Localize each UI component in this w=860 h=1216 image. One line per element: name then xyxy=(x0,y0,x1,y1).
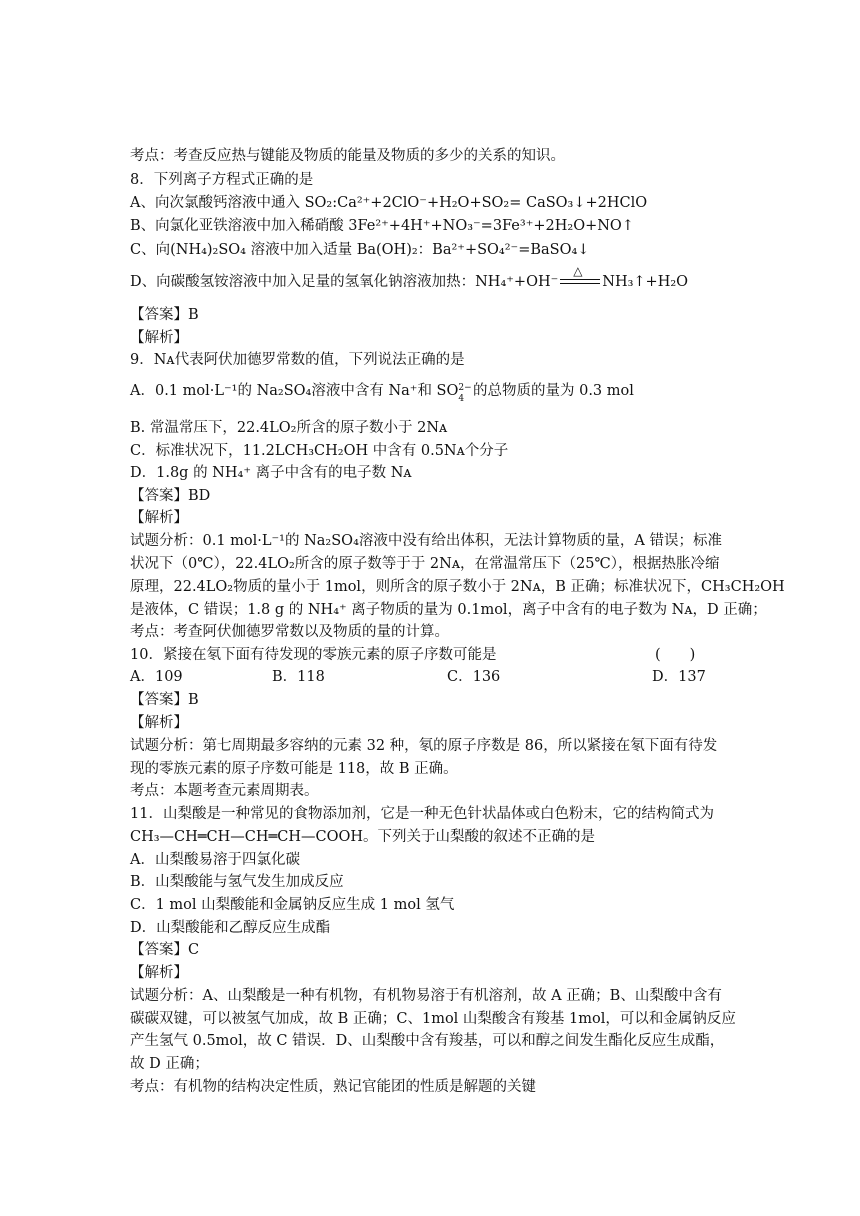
q9-option-d: D．1.8g 的 NH₄⁺ 离子中含有的电子数 Nᴀ xyxy=(130,465,412,481)
q7-kaodian: 考点：考查反应热与键能及物质的能量及物质的多少的关系的知识。 xyxy=(130,148,565,164)
q10-stem: 10．紧接在氡下面有待发现的零族元素的原子序数可能是 xyxy=(130,647,497,663)
q8-option-b: B、向氯化亚铁溶液中加入稀硝酸 3Fe²⁺+4H⁺+NO₃⁻=3Fe³⁺+2H₂O+NO↑ xyxy=(130,218,634,234)
q11-answer: 【答案】C xyxy=(130,942,200,958)
q9-analysis-line: 试题分析：0.1 mol·L⁻¹的 Na₂SO₄溶液中没有给出体积，无法计算物质的量，A 错误；标准 xyxy=(130,533,722,549)
q8-option-c: C、向(NH₄)₂SO₄ 溶液中加入适量 Ba(OH)₂：Ba²⁺+SO₄²⁻=BaSO₄↓ xyxy=(130,242,590,258)
sulfate-charge-sup: 2− xyxy=(458,383,472,393)
q9-option-c: C．标准状况下，11.2LCH₃CH₂OH 中含有 0.5Nᴀ个分子 xyxy=(130,443,509,459)
q8-answer: 【答案】B xyxy=(130,307,199,323)
q10-option-c: C．136 xyxy=(447,669,501,685)
sulfate-charge-sub: 4 xyxy=(458,394,465,404)
q11-stem: 11．山梨酸是一种常见的食物添加剂，它是一种无色针状晶体或白色粉末，它的结构简式为 xyxy=(130,806,714,822)
q9-option-a xyxy=(130,381,634,404)
q11-option-b: B．山梨酸能与氢气发生加成反应 xyxy=(130,874,344,890)
q9-analysis-line: 原理，22.4LO₂物质的量小于 1mol，则所含的原子数小于 2Nᴀ，B 正确；标准状况下，CH₃CH₂OH xyxy=(130,579,785,595)
q10-answer: 【答案】B xyxy=(130,692,199,708)
q9-option-a-text: A．0.1 mol·L⁻¹的 Na₂SO₄溶液中含有 Na⁺和 SO xyxy=(130,383,459,399)
sulfate-charge xyxy=(458,383,472,404)
q10-analysis-line: 试题分析：第七周期最多容纳的元素 32 种，氡的原子序数是 86，所以紧接在氡下面有待发 xyxy=(130,738,718,754)
q11-kaodian: 考点：有机物的结构决定性质，熟记官能团的性质是解题的关键 xyxy=(130,1079,536,1095)
q11-analysis-line: 产生氢气 0.5mol，故 C 错误．D、山梨酸中含有羧基，可以和醇之间发生酯化反应生成酯， xyxy=(130,1033,725,1049)
q10-option-d: D．137 xyxy=(652,669,706,685)
q11-analysis-line: 故 D 正确； xyxy=(130,1056,209,1072)
q8-option-d-rhs: NH₃↑+H₂O xyxy=(602,274,689,290)
q11-analysis-line: 碳碳双键，可以被氢气加成，故 B 正确；C、1mol 山梨酸含有羧基 1mol，可以和金属钠反应 xyxy=(130,1011,736,1027)
q11-analysis-line: 试题分析：A、山梨酸是一种有机物，有机物易溶于有机溶剂，故 A 正确；B、山梨酸中含有 xyxy=(130,988,722,1004)
heat-equals-sign xyxy=(560,264,600,289)
q9-stem: 9．Nᴀ代表阿伏加德罗常数的值，下列说法正确的是 xyxy=(130,352,465,368)
q9-analysis-line: 状况下（0℃），22.4LO₂所含的原子数等于于 2Nᴀ，在常温常压下（25℃），根据热胀冷缩 xyxy=(130,556,720,572)
heat-delta-symbol: △ xyxy=(573,264,583,278)
q8-option-a: A、向次氯酸钙溶液中通入 SO₂:Ca²⁺+2ClO⁻+H₂O+SO₂= CaSO₃↓+2HClO xyxy=(130,195,648,211)
q10-jiexi: 【解析】 xyxy=(130,715,188,731)
q10-answer-paren: ( ) xyxy=(655,647,696,663)
q8-option-d xyxy=(130,264,689,292)
q9-analysis-line: 是液体，C 错误；1.8 g 的 NH₄⁺ 离子物质的量为 0.1mol，离子中含有的电子数为 Nᴀ，D 正确； xyxy=(130,602,767,618)
q9-option-a-tail: 的总物质的量为 0.3 mol xyxy=(468,383,634,399)
q10-option-a: A．109 xyxy=(130,669,183,685)
q11-option-d: D．山梨酸能和乙醇反应生成酯 xyxy=(130,920,331,936)
q11-option-c: C．1 mol 山梨酸能和金属钠反应生成 1 mol 氢气 xyxy=(130,897,455,913)
q9-jiexi: 【解析】 xyxy=(130,510,188,526)
q11-option-a: A．山梨酸易溶于四氯化碳 xyxy=(130,852,300,868)
q10-analysis-line: 现的零族元素的原子序数可能是 118，故 B 正确。 xyxy=(130,761,458,777)
q9-answer: 【答案】BD xyxy=(130,488,211,504)
q9-kaodian: 考点：考查阿伏伽德罗常数以及物质的量的计算。 xyxy=(130,624,449,640)
q9-option-b: B. 常温常压下，22.4LO₂所含的原子数小于 2Nᴀ xyxy=(130,420,448,436)
q11-jiexi: 【解析】 xyxy=(130,965,188,981)
q8-option-d-lhs: D、向碳酸氢铵溶液中加入足量的氢氧化钠溶液加热：NH₄⁺+OH⁻ xyxy=(130,274,559,290)
q8-jiexi: 【解析】 xyxy=(130,330,188,346)
q11-structure-formula: CH₃—CH═CH—CH═CH—COOH。下列关于山梨酸的叙述不正确的是 xyxy=(130,829,595,845)
q8-stem: 8．下列离子方程式正确的是 xyxy=(130,172,314,188)
q10-kaodian: 考点：本题考查元素周期表。 xyxy=(130,783,319,799)
q10-option-b: B．118 xyxy=(272,669,325,685)
